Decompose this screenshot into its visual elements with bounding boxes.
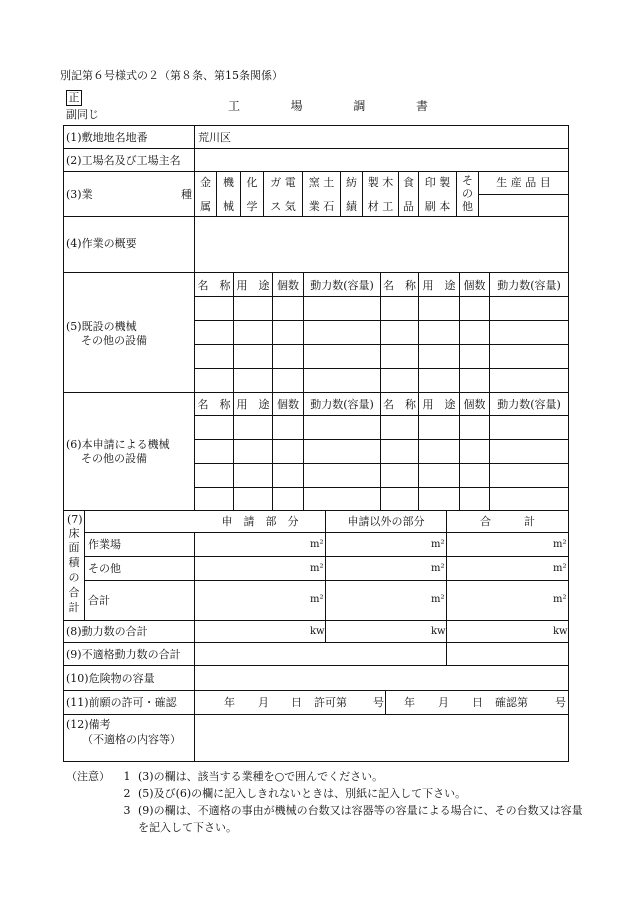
col-header-use: 用 途: [422, 279, 456, 292]
unit-kw: kw: [431, 626, 446, 637]
row-label-factory-name: (2)工場名及び工場主名: [66, 154, 181, 167]
industry-top[interactable]: そ の: [462, 174, 473, 200]
note-number: 2: [123, 787, 131, 800]
note-item: [66, 802, 588, 836]
floor-row-workshop: 作業場: [88, 538, 121, 551]
industry-top[interactable]: 窯 土: [308, 176, 335, 189]
row-label-existing-sub: その他の設備: [81, 334, 147, 347]
col-header-count: 個数: [277, 279, 299, 292]
note-item: [66, 785, 588, 802]
row-label-industry: (3)業: [66, 188, 93, 201]
site-address-value[interactable]: 荒川区: [198, 131, 231, 144]
industry-bottom: 材 工: [367, 200, 394, 213]
floor-label-char: の: [68, 571, 80, 584]
industry-top[interactable]: 製 木: [367, 176, 394, 189]
floor-label-char: 積: [68, 556, 80, 569]
unit-m2: m²: [431, 539, 445, 550]
note-text: (3)の欄は、該当する業種を○で囲んでください。: [138, 770, 384, 783]
unit-m2: m²: [553, 594, 567, 605]
industry-bottom: 械: [223, 200, 234, 213]
permit-year: 年: [224, 696, 235, 709]
row-label-site: (1)敷地地名地番: [66, 131, 148, 144]
industry-top[interactable]: 食: [403, 176, 414, 189]
industry-bottom: 属: [200, 200, 211, 213]
unit-m2: m²: [310, 594, 324, 605]
notes-label: （注意）: [66, 770, 110, 783]
col-header-name: 名 称: [197, 279, 231, 292]
confirm-month: 月: [438, 696, 449, 709]
col-header-count: 個数: [463, 279, 486, 292]
unit-m2: m²: [431, 594, 445, 605]
floor-label-char: 床: [68, 527, 80, 540]
row-label-remarks: (12)備考: [66, 718, 111, 731]
note-number: 1: [123, 770, 131, 783]
col-header-power: 動力数(容量): [310, 398, 374, 411]
industry-bottom: ス 気: [270, 200, 296, 213]
industry-top[interactable]: 化: [246, 176, 258, 189]
row-label-nonconforming-power: (9)不適格動力数の合計: [66, 648, 181, 661]
industry-bottom: 刷 本: [424, 200, 451, 213]
row-label-work-summary: (4)作業の概要: [66, 237, 137, 250]
row-label-prior-permit: (11)前願の許可・確認: [66, 696, 177, 709]
confirm-year: 年: [404, 696, 415, 709]
unit-kw: kw: [310, 626, 325, 637]
col-header-power: 動力数(容量): [497, 279, 561, 292]
row-label-existing: (5)既設の機械: [66, 320, 137, 333]
col-header-name: 名 称: [383, 398, 416, 411]
unit-m2: m²: [310, 539, 324, 550]
industry-bottom: 業 石: [308, 200, 335, 213]
confirm-number-label: 確認第: [495, 696, 528, 709]
note-item: [66, 768, 588, 785]
unit-m2: m²: [553, 563, 567, 574]
industry-bottom: 品: [403, 200, 414, 213]
fuku-label: 副同じ: [66, 108, 99, 121]
col-header-count: 個数: [277, 398, 299, 411]
col-header-use: 用 途: [236, 398, 270, 411]
note-number: 3: [123, 804, 131, 817]
col-header-use: 用 途: [422, 398, 456, 411]
row-label-remarks-sub: （不適格の内容等）: [82, 733, 181, 746]
unit-m2: m²: [431, 563, 445, 574]
floor-row-other: その他: [88, 562, 121, 575]
sei-stamp: 正: [66, 90, 82, 106]
floor-label-char: 面: [68, 541, 80, 554]
note-text: (5)及び(6)の欄に記入しきれないときは、別紙に記入して下さい。: [138, 787, 467, 800]
unit-m2: m²: [310, 563, 324, 574]
floor-label-char: 合: [68, 586, 80, 599]
notes-section: [66, 768, 588, 836]
row-label-new: (6)本申請による機械: [66, 438, 170, 451]
form-number: 別記第６号様式の２（第８条、第15条関係）: [60, 69, 283, 82]
permit-day: 日: [291, 696, 302, 709]
row-label-power-total: (8)動力数の合計: [66, 625, 148, 638]
industry-bottom: 績: [346, 200, 357, 213]
col-header-power: 動力数(容量): [497, 398, 561, 411]
industry-bottom: 他: [462, 200, 473, 213]
col-header-name: 名 称: [383, 279, 416, 292]
row-label-industry-tail: 種: [181, 188, 192, 201]
title-char: 場: [290, 99, 303, 113]
permit-month: 月: [258, 696, 269, 709]
row-label-new-sub: その他の設備: [81, 452, 147, 465]
floor-row-total: 合計: [88, 594, 110, 607]
confirm-go: 号: [555, 696, 566, 709]
industry-top[interactable]: 機: [223, 176, 234, 189]
col-header-name: 名 称: [197, 398, 231, 411]
col-header-count: 個数: [463, 398, 486, 411]
industry-top[interactable]: ガ 電: [270, 176, 296, 189]
floor-col-total: 合 計: [480, 515, 535, 528]
row-label-hazmat: (10)危険物の容量: [66, 672, 155, 685]
col-header-use: 用 途: [236, 279, 270, 292]
note-text: (9)の欄は、不適格の事由が機械の台数又は容器等の容量による場合に、その台数又は容量を記入して下さい。: [138, 804, 583, 834]
floor-col-other: 申請以外の部分: [347, 515, 425, 528]
col-header-power: 動力数(容量): [310, 279, 374, 292]
title-char: 書: [415, 99, 428, 113]
title-char: 工: [228, 99, 241, 113]
industry-top[interactable]: 紡: [346, 176, 357, 189]
permit-number-label: 許可第: [314, 696, 347, 709]
products-header: 生 産 品 目: [496, 176, 551, 189]
confirm-day: 日: [472, 696, 483, 709]
floor-col-applied: 申 請 部 分: [221, 515, 299, 528]
floor-label-num: (7): [67, 513, 83, 526]
unit-kw: kw: [553, 626, 568, 637]
industry-bottom: 学: [246, 200, 258, 213]
unit-m2: m²: [553, 539, 567, 550]
industry-top[interactable]: 金: [200, 176, 211, 189]
industry-top[interactable]: 印 製: [424, 176, 451, 189]
title-char: 調: [353, 99, 366, 113]
floor-label-char: 計: [68, 601, 80, 614]
permit-go: 号: [373, 696, 384, 709]
